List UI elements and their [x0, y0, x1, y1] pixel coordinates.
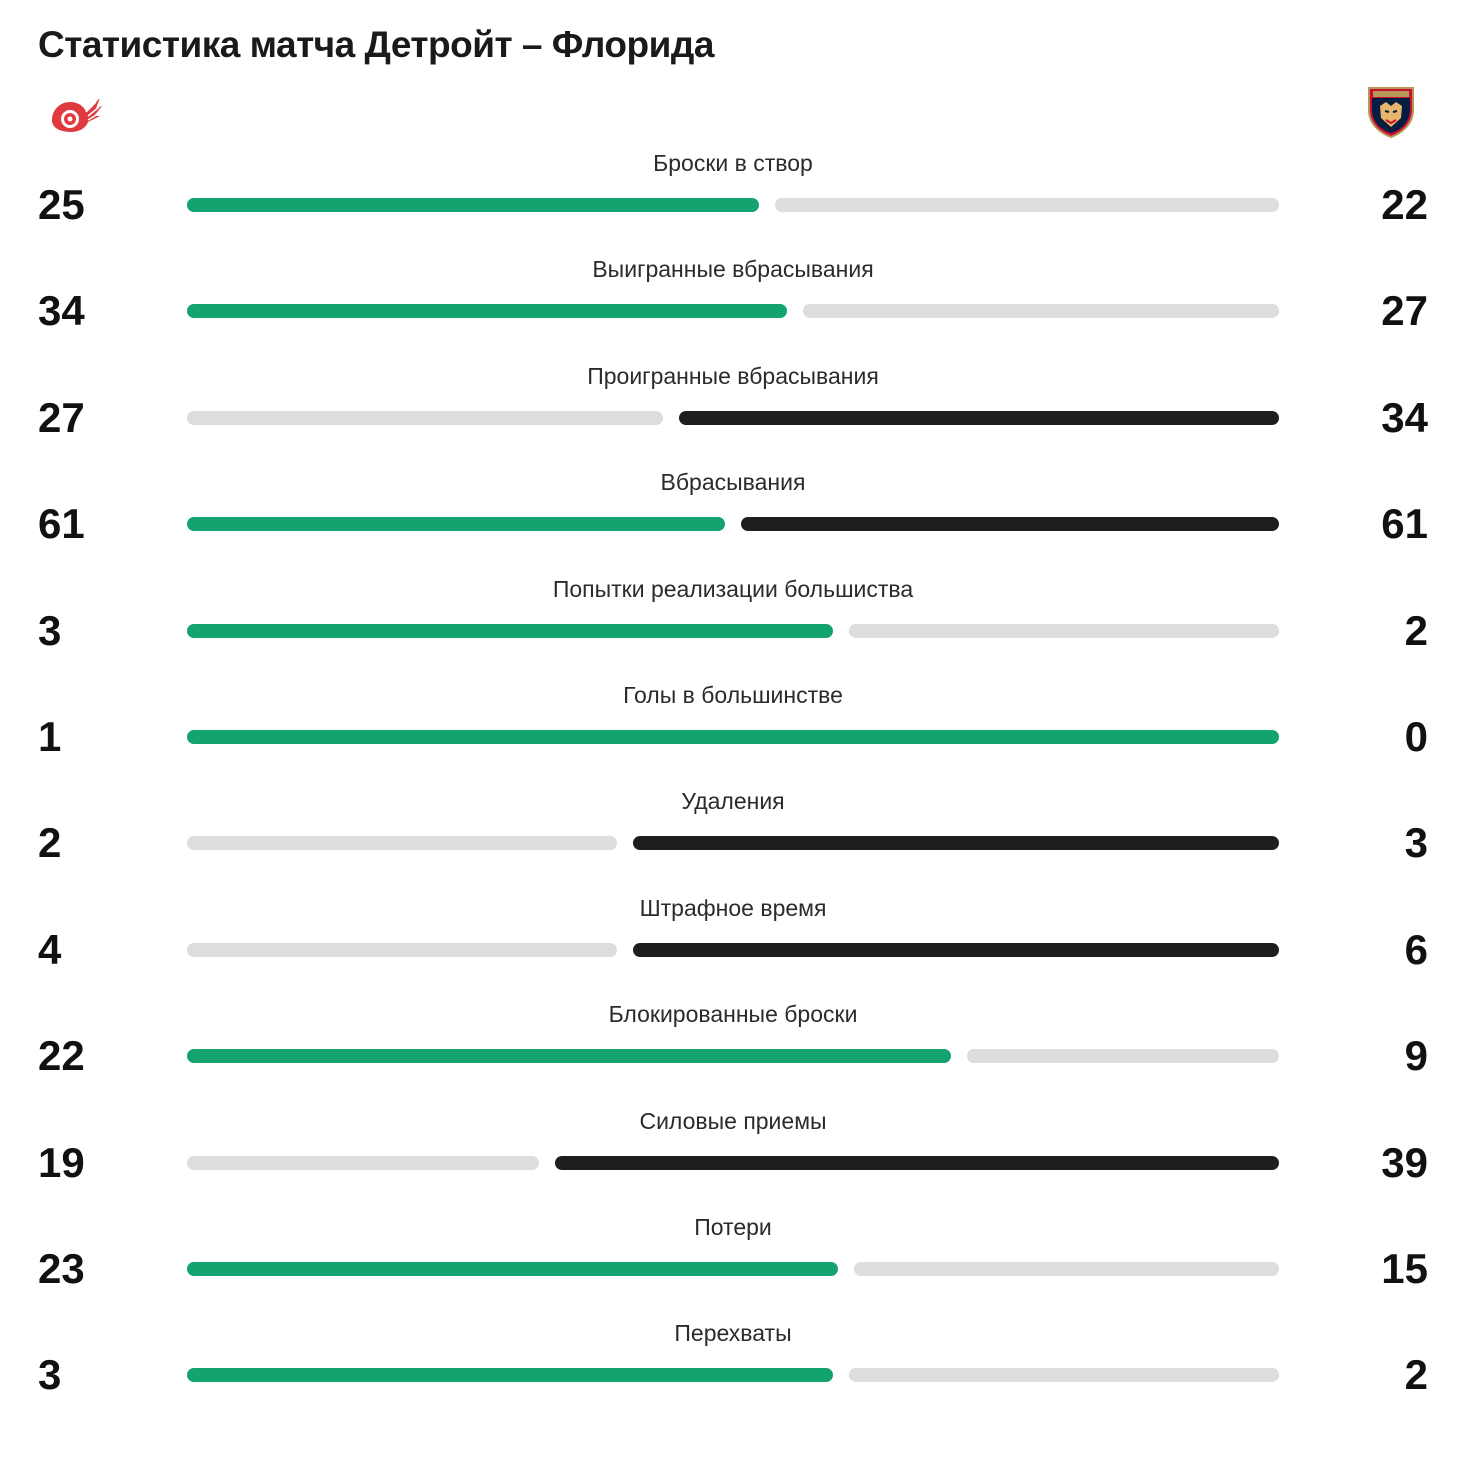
stat-row: [0, 1320, 1460, 1426]
stat-label: Попытки реализации большиства: [552, 575, 914, 602]
home-bar: [187, 198, 759, 212]
away-value: 27: [1381, 287, 1428, 335]
stat-row: [0, 256, 1460, 362]
home-value: 19: [38, 1138, 85, 1186]
home-value: 27: [38, 393, 85, 441]
away-bar: [679, 411, 1279, 425]
home-value: 23: [38, 1245, 85, 1292]
stat-label: Голы в большинстве: [623, 682, 843, 708]
away-bar: [967, 1049, 1279, 1063]
away-value: 3: [1404, 819, 1428, 867]
home-value: 22: [38, 1032, 85, 1080]
stat-label: Выигранные вбрасывания: [592, 256, 874, 283]
away-bar: [555, 1156, 1279, 1170]
stat-row: [0, 1108, 1460, 1214]
stat-row: [0, 1214, 1460, 1320]
home-bar: [187, 624, 833, 638]
stat-label: Штрафное время: [639, 894, 827, 921]
home-bar: [187, 730, 1279, 744]
stat-row: [0, 895, 1460, 1001]
home-bar: [187, 1262, 838, 1276]
away-value: 0: [1404, 713, 1428, 760]
home-value: 34: [38, 287, 85, 335]
page-title: Статистика матча Детройт – Флорида: [38, 24, 714, 65]
stat-label: Удаления: [681, 788, 785, 815]
away-value: 6: [1404, 925, 1428, 973]
stat-label: Броски в створ: [653, 150, 813, 176]
stat-row: [0, 150, 1460, 256]
home-value: 2: [38, 819, 62, 867]
away-bar: [849, 624, 1279, 638]
stat-label: Проигранные вбрасывания: [587, 362, 879, 389]
away-value: 34: [1381, 393, 1428, 441]
stat-label: Блокированные броски: [608, 1001, 858, 1028]
away-value: 2: [1404, 1351, 1428, 1399]
home-value: 25: [38, 181, 85, 228]
home-value: 3: [38, 606, 62, 654]
away-bar: [849, 1368, 1279, 1382]
stat-label: Потери: [694, 1214, 772, 1240]
home-value: 1: [38, 713, 62, 760]
home-bar: [187, 943, 617, 957]
stat-row: [0, 788, 1460, 894]
away-value: 39: [1381, 1138, 1428, 1186]
away-value: 61: [1381, 500, 1428, 548]
stat-label: Силовые приемы: [639, 1107, 827, 1134]
stat-row: [0, 469, 1460, 575]
away-bar: [803, 304, 1279, 318]
home-bar: [187, 411, 663, 425]
home-bar: [187, 517, 725, 531]
home-bar: [187, 1156, 539, 1170]
stat-label: Вбрасывания: [660, 469, 806, 496]
away-value: 15: [1381, 1245, 1428, 1292]
home-bar: [187, 1368, 833, 1382]
away-bar: [854, 1262, 1279, 1276]
stat-label: Перехваты: [674, 1320, 792, 1347]
stat-row: [0, 1001, 1460, 1107]
home-value: 3: [38, 1351, 62, 1399]
stat-row: [0, 363, 1460, 469]
away-bar: [741, 517, 1279, 531]
away-bar: [633, 836, 1279, 850]
home-value: 4: [38, 925, 62, 973]
stat-row: [0, 576, 1460, 682]
away-value: 2: [1404, 606, 1428, 654]
home-bar: [187, 836, 617, 850]
home-value: 61: [38, 500, 85, 548]
home-bar: [187, 304, 787, 318]
away-bar: [775, 198, 1279, 212]
home-bar: [187, 1049, 951, 1063]
away-value: 9: [1404, 1032, 1428, 1080]
away-bar: [633, 943, 1279, 957]
away-value: 22: [1381, 181, 1428, 228]
stat-row: [0, 682, 1460, 788]
